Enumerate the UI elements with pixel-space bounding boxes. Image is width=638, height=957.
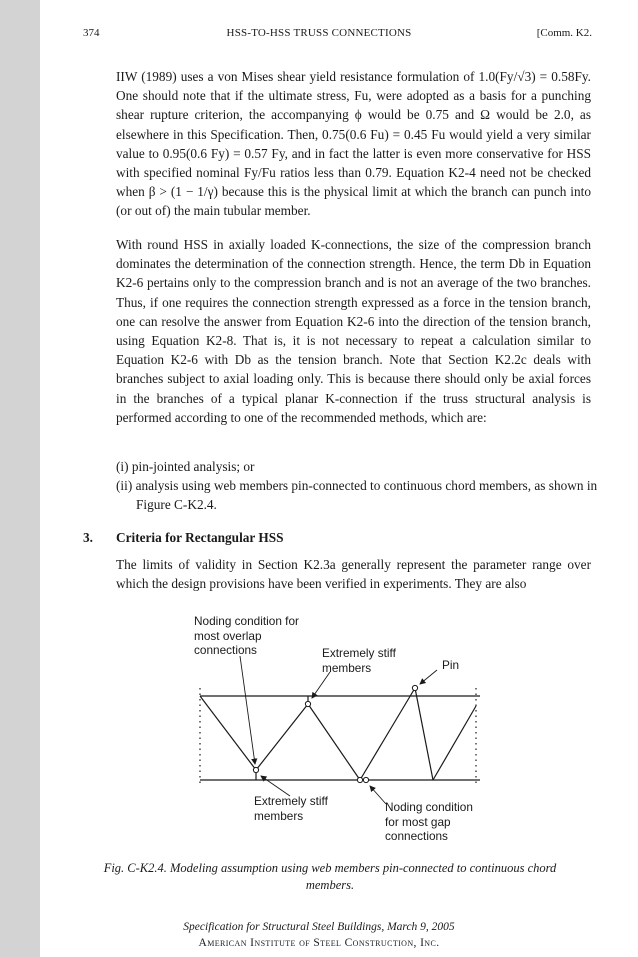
page-margin-bar	[0, 0, 40, 957]
web-member-6	[433, 706, 476, 780]
footer-spec-text: Specification for Structural Steel Buildings, March 9, 2005	[183, 921, 455, 933]
label-noding-overlap: Noding condition for most overlap connections	[194, 614, 299, 657]
web-member-3	[308, 704, 360, 780]
list-item-pin-jointed: (i) pin-jointed analysis; or	[116, 459, 255, 474]
running-title: HSS-TO-HSS TRUSS CONNECTIONS	[226, 27, 412, 39]
footer-org: American Institute of Steel Construction, Inc.	[198, 937, 440, 949]
label-pin: Pin	[442, 658, 460, 672]
section-title: Criteria for Rectangular HSS	[116, 530, 284, 545]
arrow-noding-gap	[370, 786, 386, 804]
pin-node-2	[305, 701, 310, 706]
pin-node-3	[357, 777, 362, 782]
arrow-noding-overlap	[240, 656, 255, 764]
label-stiff-bottom: Extremely stiff members	[254, 794, 328, 823]
figure-caption: Fig. C-K2.4. Modeling assumption using web members pin-connected to continuous chord members.	[103, 861, 557, 892]
pin-node-1	[253, 767, 258, 772]
web-member-1	[200, 696, 256, 770]
arrow-pin	[420, 670, 437, 684]
arrow-stiff-top	[312, 672, 330, 698]
paragraph-limits-validity: The limits of validity in Section K2.3a generally represent the parameter range over which the design provisions have been verified in experiments. They are also	[116, 557, 591, 592]
section-number: 3.	[83, 530, 93, 545]
section-reference: [Comm. K2.	[536, 27, 592, 39]
web-member-2	[256, 704, 308, 770]
label-stiff-top: Extremely stiff members	[322, 646, 396, 675]
page-number: 374	[83, 27, 100, 39]
truss-figure	[190, 608, 490, 853]
web-member-5	[415, 688, 433, 780]
list-item-web-members: (ii) analysis using web members pin-connected to continuous chord members, as shown in Figure C-K2.4.	[116, 478, 598, 513]
paragraph-k-connections: With round HSS in axially loaded K-connections, the size of the compression branch dominates the determination of the connection strength. Hence, the term Db in Equation K2-6 pertains only to the compression branch and is not an average of the two branches. Thus, if one requires the connection strength expressed as a force in the tension branch, one can resolve the answer from Equation K2-6 into the direction of the tension branch, using Equation K2-8. That is, it is not necessary to repeat a calculation similar to Equation K2-6 with Db as the tension branch. Note that Section K2.2c deals with branches subject to axial loading only. This is because there should only be axial forces in the branches of a typical planar K-connection if the truss structural analysis is performed according to one of the recommended methods, which are:	[116, 237, 591, 425]
label-noding-gap: Noding condition for most gap connections	[385, 800, 473, 843]
footer-spec	[0, 921, 638, 933]
pin-node-4	[363, 777, 368, 782]
paragraph-punching-shear: IIW (1989) uses a von Mises shear yield resistance formulation of 1.0(Fy/√3) = 0.58Fy. One should note that if the ultimate stress, Fu, were adopted as a basis for a punching shear rupture criterion, the accompanying ϕ would be 0.75 and Ω would be 2.0, as elsewhere in this Specification. Then, 0.75(0.6 Fu) = 0.45 Fu would yield a very similar value to 0.95(0.6 Fy) = 0.57 Fy, and in fact the latter is even more conservative for HSS with specified nominal Fy/Fu ratios less than 0.79. Equation K2-4 need not be checked when β > (1 − 1/γ) because this is the physical limit at which the branch can punch into (or out of) the main tubular member.	[116, 69, 591, 219]
arrow-stiff-bottom	[261, 776, 290, 796]
web-member-4	[360, 688, 415, 780]
pin-node-5	[412, 685, 417, 690]
